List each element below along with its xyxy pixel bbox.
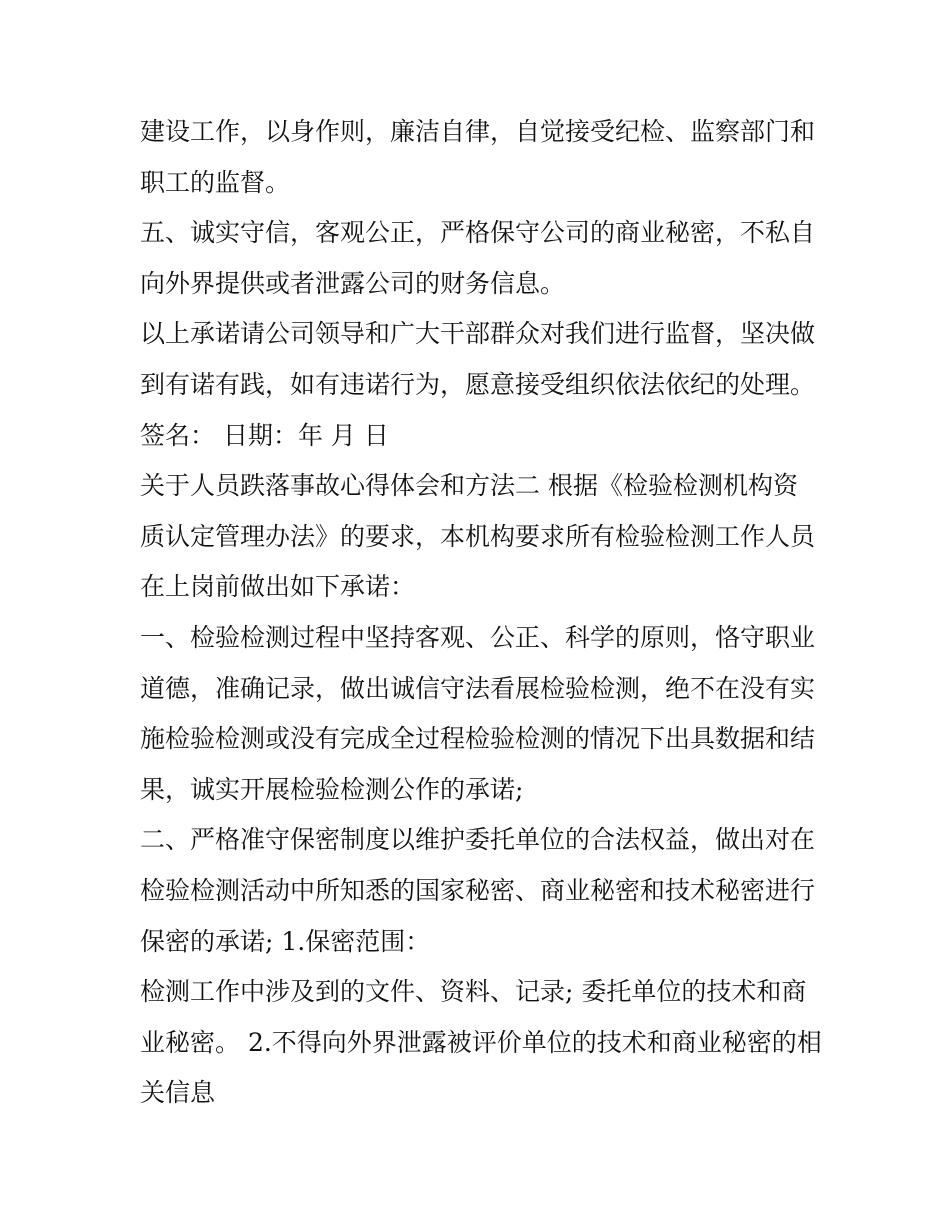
text-line: 检验检测活动中所知悉的国家秘密、商业秘密和技术秘密进行 [140,875,816,905]
text-line: 一、检验检测过程中坚持客观、公正、科学的原则，恪守职业 [140,622,816,652]
text-line: 职工的监督。 [140,167,291,197]
text-line: 以上承诺请公司领导和广大干部群众对我们进行监督，坚决做 [140,319,816,349]
text-line: 二、严格准守保密制度以维护委托单位的合法权益，做出对在 [140,825,816,855]
text-line: 果，诚实开展检验检测公作的承诺; [140,774,524,804]
text-line: 五、诚实守信，客观公正，严格保守公司的商业秘密，不私自 [140,218,816,248]
text-line: 关信息 [140,1078,216,1108]
text-line: 施检验检测或没有完成全过程检验检测的情况下出具数据和结 [140,724,816,754]
text-line: 在上岗前做出如下承诺： [140,572,416,602]
text-line: 道德，准确记录，做出诚信守法看展检验检测，绝不在没有实 [140,673,816,703]
text-line: 保密的承诺; 1.保密范围： [140,926,431,956]
text-line: 建设工作，以身作则，廉洁自律，自觉接受纪检、监察部门和 [140,117,816,146]
document-body [140,107,820,1119]
text-line: 检测工作中涉及到的文件、资料、记录; 委托单位的技术和商 [140,977,807,1007]
signature-date-line: 签名： 日期：年 月 日 [140,420,389,450]
text-line: 到有诺有践，如有违诺行为，愿意接受组织依法依纪的处理。 [140,369,816,399]
text-line: 向外界提供或者泄露公司的财务信息。 [140,268,566,298]
text-line: 质认定管理办法》的要求，本机构要求所有检验检测工作人员 [140,521,816,551]
text-line: 关于人员跌落事故心得体会和方法二 根据《检验检测机构资 [140,471,798,501]
text-line: 业秘密。 2.不得向外界泄露被评价单位的技术和商业秘密的相 [140,1027,822,1057]
